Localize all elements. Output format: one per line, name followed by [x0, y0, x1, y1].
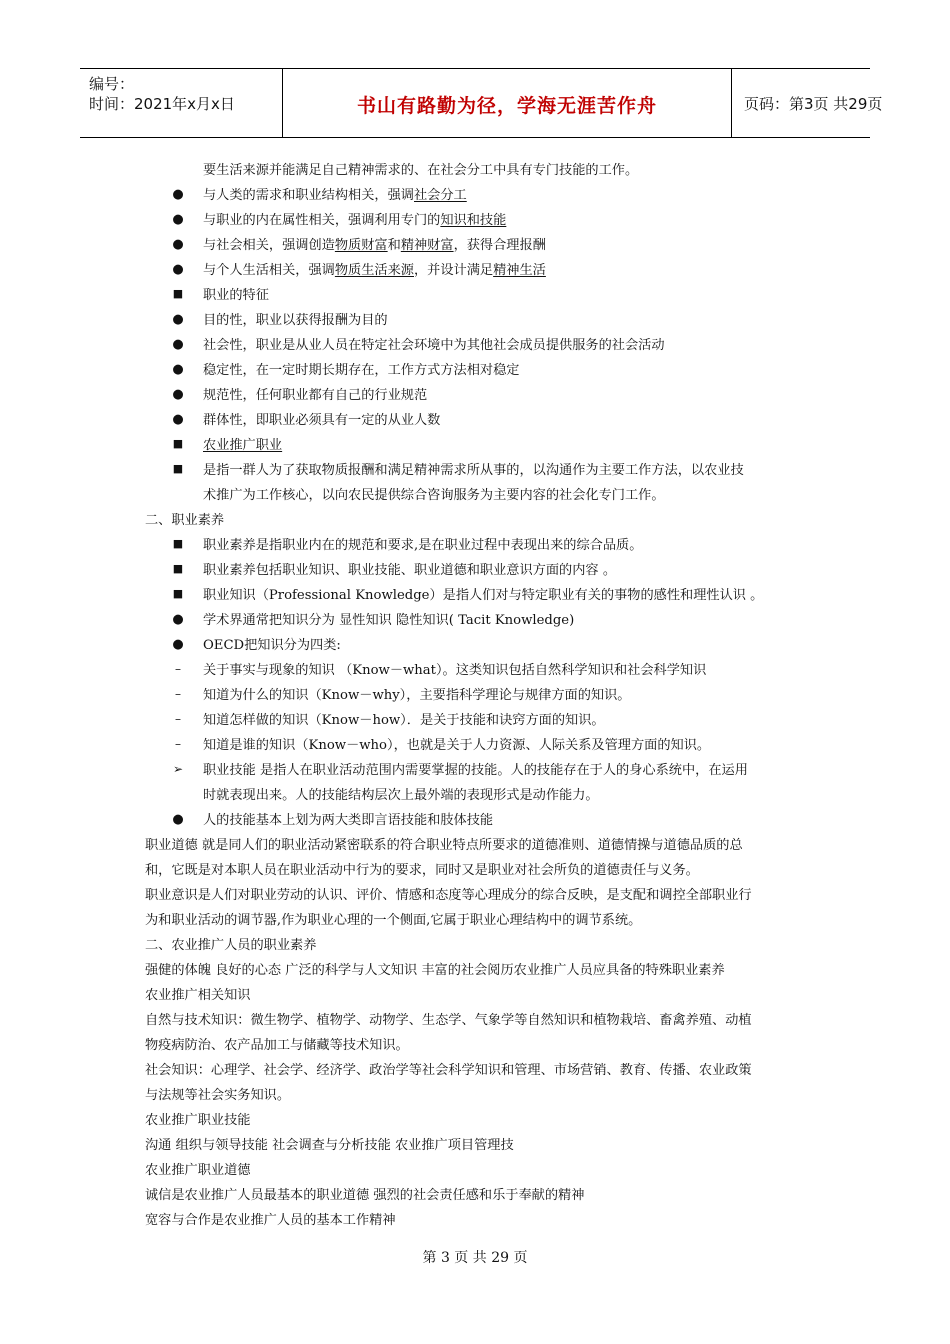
- list-item: 与人类的需求和职业结构相关，强调社会分工: [203, 188, 467, 203]
- paragraph-line: 农业推广相关知识: [145, 988, 251, 1003]
- header-left-cell: [80, 69, 283, 137]
- list-item: 职业技能 是指人在职业活动范围内需要掌握的技能。人的技能存在于人的身心系统中，在运用: [203, 763, 748, 778]
- header-page-cell: [732, 69, 883, 137]
- bullet-square-marker: ■: [172, 287, 184, 300]
- section-heading: 二、农业推广人员的职业素养: [145, 938, 317, 953]
- list-item: 与社会相关，强调创造物质财富和精神财富，获得合理报酬: [203, 238, 546, 253]
- paragraph-line: 农业推广职业道德: [145, 1163, 251, 1178]
- header-motto-cell: [283, 69, 732, 137]
- list-item: 知道是谁的知识（Know－who），也就是关于人力资源、人际关系及管理方面的知识。: [203, 738, 711, 753]
- paragraph-line: 强健的体魄 良好的心态 广泛的科学与人文知识 丰富的社会阅历农业推广人员应具备的特殊职业素养: [145, 963, 725, 978]
- page-code: 页码：第3页 共29页: [744, 95, 883, 113]
- list-item: 规范性，任何职业都有自己的行业规范: [203, 388, 428, 403]
- bullet-dot-marker: ●: [172, 812, 184, 827]
- list-item: 职业素养包括职业知识、职业技能、职业道德和职业意识方面的内容 。: [203, 563, 617, 578]
- list-item: 社会性，职业是从业人员在特定社会环境中为其他社会成员提供服务的社会活动: [203, 338, 665, 353]
- paragraph-line: 为和职业活动的调节器,作为职业心理的一个侧面,它属于职业心理结构中的调节系统。: [145, 913, 642, 928]
- bullet-dot-marker: ●: [172, 362, 184, 377]
- bullet-square-marker: ■: [172, 462, 184, 475]
- bullet-dot-marker: ●: [172, 262, 184, 277]
- bullet-dot-marker: ●: [172, 187, 184, 202]
- list-item: 知道为什么的知识（Know－why），主要指科学理论与规律方面的知识。: [203, 688, 631, 703]
- bullet-dash-marker: –: [175, 712, 181, 726]
- body-line: 要生活来源并能满足自己精神需求的、在社会分工中具有专门技能的工作。: [203, 163, 639, 178]
- list-item-continuation: 术推广为工作核心，以向农民提供综合咨询服务为主要内容的社会化专门工作。: [203, 488, 665, 503]
- bullet-dash-marker: –: [175, 662, 181, 676]
- time-label: 时间：2021年x月x日: [89, 95, 235, 113]
- paragraph-line: 诚信是农业推广人员最基本的职业道德 强烈的社会责任感和乐于奉献的精神: [145, 1188, 585, 1203]
- list-item: 职业素养是指职业内在的规范和要求,是在职业过程中表现出来的综合品质。: [203, 538, 643, 553]
- section-heading: 二、职业素养: [145, 513, 225, 528]
- list-item: 知道怎样做的知识（Know－how）．是关于技能和诀窍方面的知识。: [203, 713, 605, 728]
- bullet-dot-marker: ●: [172, 337, 184, 352]
- list-item: 与个人生活相关，强调物质生活来源，并设计满足精神生活: [203, 263, 546, 278]
- list-item: 是指一群人为了获取物质报酬和满足精神需求所从事的，以沟通作为主要工作方法，以农业技: [203, 463, 744, 478]
- bullet-square-marker: ■: [172, 587, 184, 600]
- paragraph-line: 物疫病防治、农产品加工与储藏等技术知识。: [145, 1038, 409, 1053]
- paragraph-line: 沟通 组织与领导技能 社会调查与分析技能 农业推广项目管理技: [145, 1138, 514, 1153]
- bullet-square-marker: ■: [172, 562, 184, 575]
- bullet-dot-marker: ●: [172, 312, 184, 327]
- motto: 书山有路勤为径，学海无涯苦作舟: [356, 95, 657, 117]
- list-item: 职业的特征: [203, 288, 269, 303]
- paragraph-line: 宽容与合作是农业推广人员的基本工作精神: [145, 1213, 396, 1228]
- bullet-square-marker: ■: [172, 537, 184, 550]
- bullet-dot-marker: ●: [172, 637, 184, 652]
- bullet-dash-marker: –: [175, 737, 181, 751]
- paragraph-line: 和，它既是对本职人员在职业活动中行为的要求，同时又是职业对社会所负的道德责任与义务。: [145, 863, 699, 878]
- paragraph-line: 职业意识是人们对职业劳动的认识、评价、情感和态度等心理成分的综合反映，是支配和调控全部职业行: [145, 888, 752, 903]
- bullet-dot-marker: ●: [172, 237, 184, 252]
- bullet-dot-marker: ●: [172, 387, 184, 402]
- list-item: 群体性，即职业必须具有一定的从业人数: [203, 413, 441, 428]
- bullet-arrow-marker: ➢: [172, 762, 184, 776]
- paragraph-line: 与法规等社会实务知识。: [145, 1088, 291, 1103]
- paragraph-line: 农业推广职业技能: [145, 1113, 251, 1128]
- list-item: 关于事实与现象的知识 （Know－what）。这类知识包括自然科学知识和社会科学知识: [203, 663, 707, 678]
- list-item: 与职业的内在属性相关，强调利用专门的知识和技能: [203, 213, 507, 228]
- bullet-dot-marker: ●: [172, 612, 184, 627]
- bullet-dot-marker: ●: [172, 212, 184, 227]
- list-item: OECD把知识分为四类:: [203, 638, 341, 653]
- list-item-continuation: 时就表现出来。人的技能结构层次上最外端的表现形式是动作能力。: [203, 788, 599, 803]
- bullet-square-marker: ■: [172, 437, 184, 450]
- list-item: 学术界通常把知识分为 显性知识 隐性知识( Tacit Knowledge): [203, 613, 575, 628]
- list-item: 农业推广职业: [203, 438, 283, 453]
- bullet-dot-marker: ●: [172, 412, 184, 427]
- paragraph-line: 社会知识：心理学、社会学、经济学、政治学等社会科学知识和管理、市场营销、教育、传播、农业政策: [145, 1063, 752, 1078]
- paragraph-line: 职业道德 就是同人们的职业活动紧密联系的符合职业特点所要求的道德准则、道德情操与道德品质的总: [145, 838, 743, 853]
- list-item: 职业知识（Professional Knowledge）是指人们对与特定职业有关的事物的感性和理性认识 。: [203, 588, 764, 603]
- page-footer: 第 3 页 共 29 页: [422, 1250, 528, 1266]
- number-label: 编号：: [89, 75, 135, 93]
- bullet-dash-marker: –: [175, 687, 181, 701]
- list-item: 稳定性，在一定时期长期存在，工作方式方法相对稳定: [203, 363, 520, 378]
- list-item: 目的性，职业以获得报酬为目的: [203, 313, 388, 328]
- page-header: [80, 68, 883, 138]
- paragraph-line: 自然与技术知识：微生物学、植物学、动物学、生态学、气象学等自然知识和植物栽培、畜禽养殖、动植: [145, 1013, 752, 1028]
- list-item: 人的技能基本上划为两大类即言语技能和肢体技能: [203, 813, 494, 828]
